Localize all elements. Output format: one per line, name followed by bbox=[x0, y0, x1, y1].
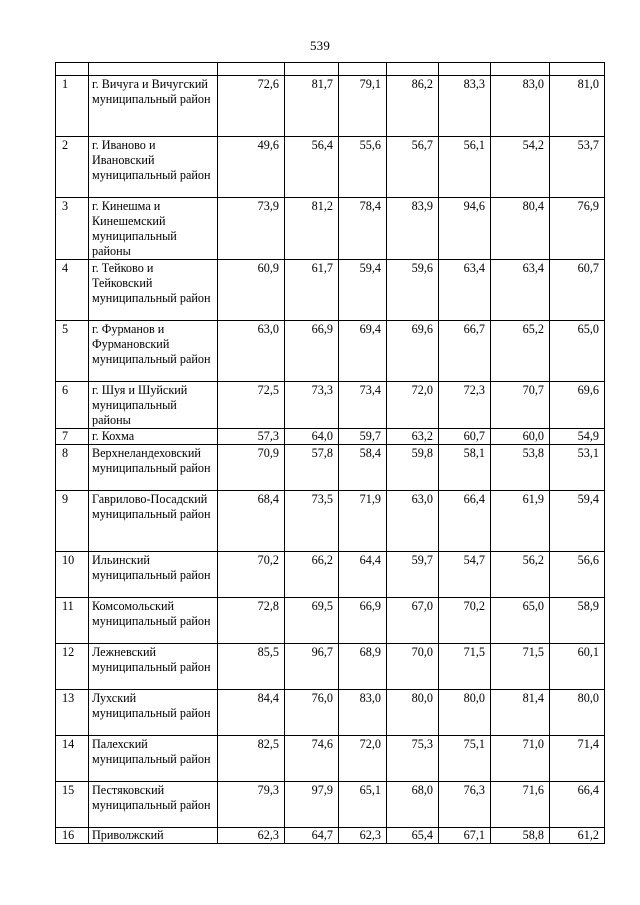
value-cell: 83,0 bbox=[339, 690, 387, 736]
value-cell: 68,4 bbox=[218, 491, 285, 552]
table-row bbox=[56, 260, 605, 321]
value-cell: 72,3 bbox=[439, 382, 491, 429]
value-cell: 72,8 bbox=[218, 598, 285, 644]
value-cell: 80,0 bbox=[439, 690, 491, 736]
value-cell: 80,4 bbox=[491, 198, 550, 260]
table-row bbox=[56, 198, 605, 260]
value-cell: 65,0 bbox=[550, 321, 605, 382]
value-cell: 65,1 bbox=[339, 782, 387, 828]
row-number-cell: 10 bbox=[56, 552, 89, 598]
value-cell: 58,8 bbox=[491, 828, 550, 844]
value-cell: 69,4 bbox=[339, 321, 387, 382]
row-number-cell: 4 bbox=[56, 260, 89, 321]
value-cell: 59,7 bbox=[387, 552, 439, 598]
value-cell: 58,4 bbox=[339, 445, 387, 491]
district-name-cell: Верхнеландеховский муниципальный район bbox=[89, 445, 218, 491]
value-cell: 59,6 bbox=[387, 260, 439, 321]
value-cell: 49,6 bbox=[218, 137, 285, 198]
value-cell: 59,4 bbox=[550, 491, 605, 552]
value-cell: 61,9 bbox=[491, 491, 550, 552]
value-cell: 56,6 bbox=[550, 552, 605, 598]
value-cell: 69,5 bbox=[285, 598, 339, 644]
value-cell: 84,4 bbox=[218, 690, 285, 736]
header-cell bbox=[218, 63, 285, 76]
value-cell: 60,7 bbox=[439, 429, 491, 445]
header-cell bbox=[285, 63, 339, 76]
value-cell: 53,7 bbox=[550, 137, 605, 198]
value-cell: 72,5 bbox=[218, 382, 285, 429]
district-name-cell: Лухский муниципальный район bbox=[89, 690, 218, 736]
header-cell bbox=[56, 63, 89, 76]
value-cell: 73,3 bbox=[285, 382, 339, 429]
value-cell: 55,6 bbox=[339, 137, 387, 198]
district-name-cell: г. Кохма bbox=[89, 429, 218, 445]
header-cell bbox=[89, 63, 218, 76]
value-cell: 71,5 bbox=[439, 644, 491, 690]
value-cell: 64,7 bbox=[285, 828, 339, 844]
value-cell: 81,0 bbox=[550, 76, 605, 137]
value-cell: 58,9 bbox=[550, 598, 605, 644]
statistics-table bbox=[55, 62, 605, 844]
district-name-cell: Ильинский муниципальный район bbox=[89, 552, 218, 598]
value-cell: 71,6 bbox=[491, 782, 550, 828]
value-cell: 76,9 bbox=[550, 198, 605, 260]
value-cell: 81,2 bbox=[285, 198, 339, 260]
table-row bbox=[56, 429, 605, 445]
value-cell: 71,0 bbox=[491, 736, 550, 782]
value-cell: 56,1 bbox=[439, 137, 491, 198]
header-cell bbox=[491, 63, 550, 76]
value-cell: 57,3 bbox=[218, 429, 285, 445]
value-cell: 72,6 bbox=[218, 76, 285, 137]
district-name-cell: Палехский муниципальный район bbox=[89, 736, 218, 782]
value-cell: 69,6 bbox=[387, 321, 439, 382]
value-cell: 60,1 bbox=[550, 644, 605, 690]
district-name-cell: Гаврилово-Посадский муниципальный район bbox=[89, 491, 218, 552]
row-number-cell: 9 bbox=[56, 491, 89, 552]
value-cell: 85,5 bbox=[218, 644, 285, 690]
value-cell: 60,7 bbox=[550, 260, 605, 321]
value-cell: 64,0 bbox=[285, 429, 339, 445]
district-name-cell: г. Шуя и Шуйский муниципальный районы bbox=[89, 382, 218, 429]
value-cell: 75,3 bbox=[387, 736, 439, 782]
row-number-cell: 3 bbox=[56, 198, 89, 260]
value-cell: 56,7 bbox=[387, 137, 439, 198]
table-row bbox=[56, 690, 605, 736]
value-cell: 83,0 bbox=[491, 76, 550, 137]
value-cell: 72,0 bbox=[387, 382, 439, 429]
value-cell: 60,9 bbox=[218, 260, 285, 321]
value-cell: 66,9 bbox=[285, 321, 339, 382]
value-cell: 81,7 bbox=[285, 76, 339, 137]
value-cell: 80,0 bbox=[387, 690, 439, 736]
table-row bbox=[56, 382, 605, 429]
value-cell: 66,4 bbox=[439, 491, 491, 552]
value-cell: 65,0 bbox=[491, 598, 550, 644]
value-cell: 53,1 bbox=[550, 445, 605, 491]
value-cell: 71,9 bbox=[339, 491, 387, 552]
value-cell: 59,8 bbox=[387, 445, 439, 491]
value-cell: 68,0 bbox=[387, 782, 439, 828]
header-cell bbox=[339, 63, 387, 76]
table-row bbox=[56, 321, 605, 382]
value-cell: 61,2 bbox=[550, 828, 605, 844]
value-cell: 73,9 bbox=[218, 198, 285, 260]
value-cell: 71,4 bbox=[550, 736, 605, 782]
value-cell: 67,0 bbox=[387, 598, 439, 644]
row-number-cell: 1 bbox=[56, 76, 89, 137]
value-cell: 94,6 bbox=[439, 198, 491, 260]
header-cell bbox=[439, 63, 491, 76]
value-cell: 97,9 bbox=[285, 782, 339, 828]
value-cell: 64,4 bbox=[339, 552, 387, 598]
value-cell: 63,4 bbox=[439, 260, 491, 321]
value-cell: 73,4 bbox=[339, 382, 387, 429]
value-cell: 61,7 bbox=[285, 260, 339, 321]
value-cell: 65,4 bbox=[387, 828, 439, 844]
table-header-row bbox=[56, 63, 605, 76]
table-row bbox=[56, 137, 605, 198]
row-number-cell: 14 bbox=[56, 736, 89, 782]
header-cell bbox=[550, 63, 605, 76]
table-row bbox=[56, 828, 605, 844]
value-cell: 59,4 bbox=[339, 260, 387, 321]
value-cell: 81,4 bbox=[491, 690, 550, 736]
value-cell: 66,7 bbox=[439, 321, 491, 382]
table-row bbox=[56, 644, 605, 690]
page-number: 539 bbox=[309, 38, 331, 53]
row-number-cell: 15 bbox=[56, 782, 89, 828]
row-number-cell: 16 bbox=[56, 828, 89, 844]
district-name-cell: Лежневский муниципальный район bbox=[89, 644, 218, 690]
table-row bbox=[56, 598, 605, 644]
row-number-cell: 7 bbox=[56, 429, 89, 445]
table-row bbox=[56, 445, 605, 491]
district-name-cell: Пестяковский муниципальный район bbox=[89, 782, 218, 828]
value-cell: 54,9 bbox=[550, 429, 605, 445]
value-cell: 73,5 bbox=[285, 491, 339, 552]
district-name-cell: г. Кинешма и Кинешемский муниципальный районы bbox=[89, 198, 218, 260]
value-cell: 76,0 bbox=[285, 690, 339, 736]
table-row bbox=[56, 491, 605, 552]
value-cell: 70,9 bbox=[218, 445, 285, 491]
value-cell: 66,9 bbox=[339, 598, 387, 644]
value-cell: 66,2 bbox=[285, 552, 339, 598]
value-cell: 74,6 bbox=[285, 736, 339, 782]
value-cell: 59,7 bbox=[339, 429, 387, 445]
value-cell: 62,3 bbox=[218, 828, 285, 844]
value-cell: 56,2 bbox=[491, 552, 550, 598]
value-cell: 67,1 bbox=[439, 828, 491, 844]
district-name-cell: г. Тейково и Тейковский муниципальный район bbox=[89, 260, 218, 321]
value-cell: 62,3 bbox=[339, 828, 387, 844]
district-name-cell: г. Фурманов и Фурмановский муниципальный район bbox=[89, 321, 218, 382]
row-number-cell: 2 bbox=[56, 137, 89, 198]
value-cell: 58,1 bbox=[439, 445, 491, 491]
value-cell: 82,5 bbox=[218, 736, 285, 782]
value-cell: 53,8 bbox=[491, 445, 550, 491]
table-row bbox=[56, 552, 605, 598]
row-number-cell: 6 bbox=[56, 382, 89, 429]
value-cell: 80,0 bbox=[550, 690, 605, 736]
value-cell: 78,4 bbox=[339, 198, 387, 260]
value-cell: 72,0 bbox=[339, 736, 387, 782]
value-cell: 63,0 bbox=[218, 321, 285, 382]
value-cell: 70,2 bbox=[439, 598, 491, 644]
district-name-cell: Комсомольский муниципальный район bbox=[89, 598, 218, 644]
row-number-cell: 13 bbox=[56, 690, 89, 736]
value-cell: 83,9 bbox=[387, 198, 439, 260]
value-cell: 70,0 bbox=[387, 644, 439, 690]
table-row bbox=[56, 76, 605, 137]
row-number-cell: 5 bbox=[56, 321, 89, 382]
district-name-cell: Приволжский bbox=[89, 828, 218, 844]
value-cell: 86,2 bbox=[387, 76, 439, 137]
value-cell: 70,2 bbox=[218, 552, 285, 598]
value-cell: 79,3 bbox=[218, 782, 285, 828]
row-number-cell: 11 bbox=[56, 598, 89, 644]
value-cell: 70,7 bbox=[491, 382, 550, 429]
value-cell: 66,4 bbox=[550, 782, 605, 828]
table-row bbox=[56, 736, 605, 782]
value-cell: 63,4 bbox=[491, 260, 550, 321]
value-cell: 65,2 bbox=[491, 321, 550, 382]
district-name-cell: г. Иваново и Ивановский муниципальный район bbox=[89, 137, 218, 198]
value-cell: 71,5 bbox=[491, 644, 550, 690]
district-name-cell: г. Вичуга и Вичугский муниципальный район bbox=[89, 76, 218, 137]
value-cell: 76,3 bbox=[439, 782, 491, 828]
value-cell: 69,6 bbox=[550, 382, 605, 429]
header-cell bbox=[387, 63, 439, 76]
value-cell: 54,7 bbox=[439, 552, 491, 598]
value-cell: 68,9 bbox=[339, 644, 387, 690]
value-cell: 63,2 bbox=[387, 429, 439, 445]
value-cell: 54,2 bbox=[491, 137, 550, 198]
value-cell: 56,4 bbox=[285, 137, 339, 198]
value-cell: 63,0 bbox=[387, 491, 439, 552]
value-cell: 75,1 bbox=[439, 736, 491, 782]
table-row bbox=[56, 782, 605, 828]
row-number-cell: 8 bbox=[56, 445, 89, 491]
value-cell: 79,1 bbox=[339, 76, 387, 137]
row-number-cell: 12 bbox=[56, 644, 89, 690]
value-cell: 60,0 bbox=[491, 429, 550, 445]
value-cell: 83,3 bbox=[439, 76, 491, 137]
value-cell: 96,7 bbox=[285, 644, 339, 690]
value-cell: 57,8 bbox=[285, 445, 339, 491]
